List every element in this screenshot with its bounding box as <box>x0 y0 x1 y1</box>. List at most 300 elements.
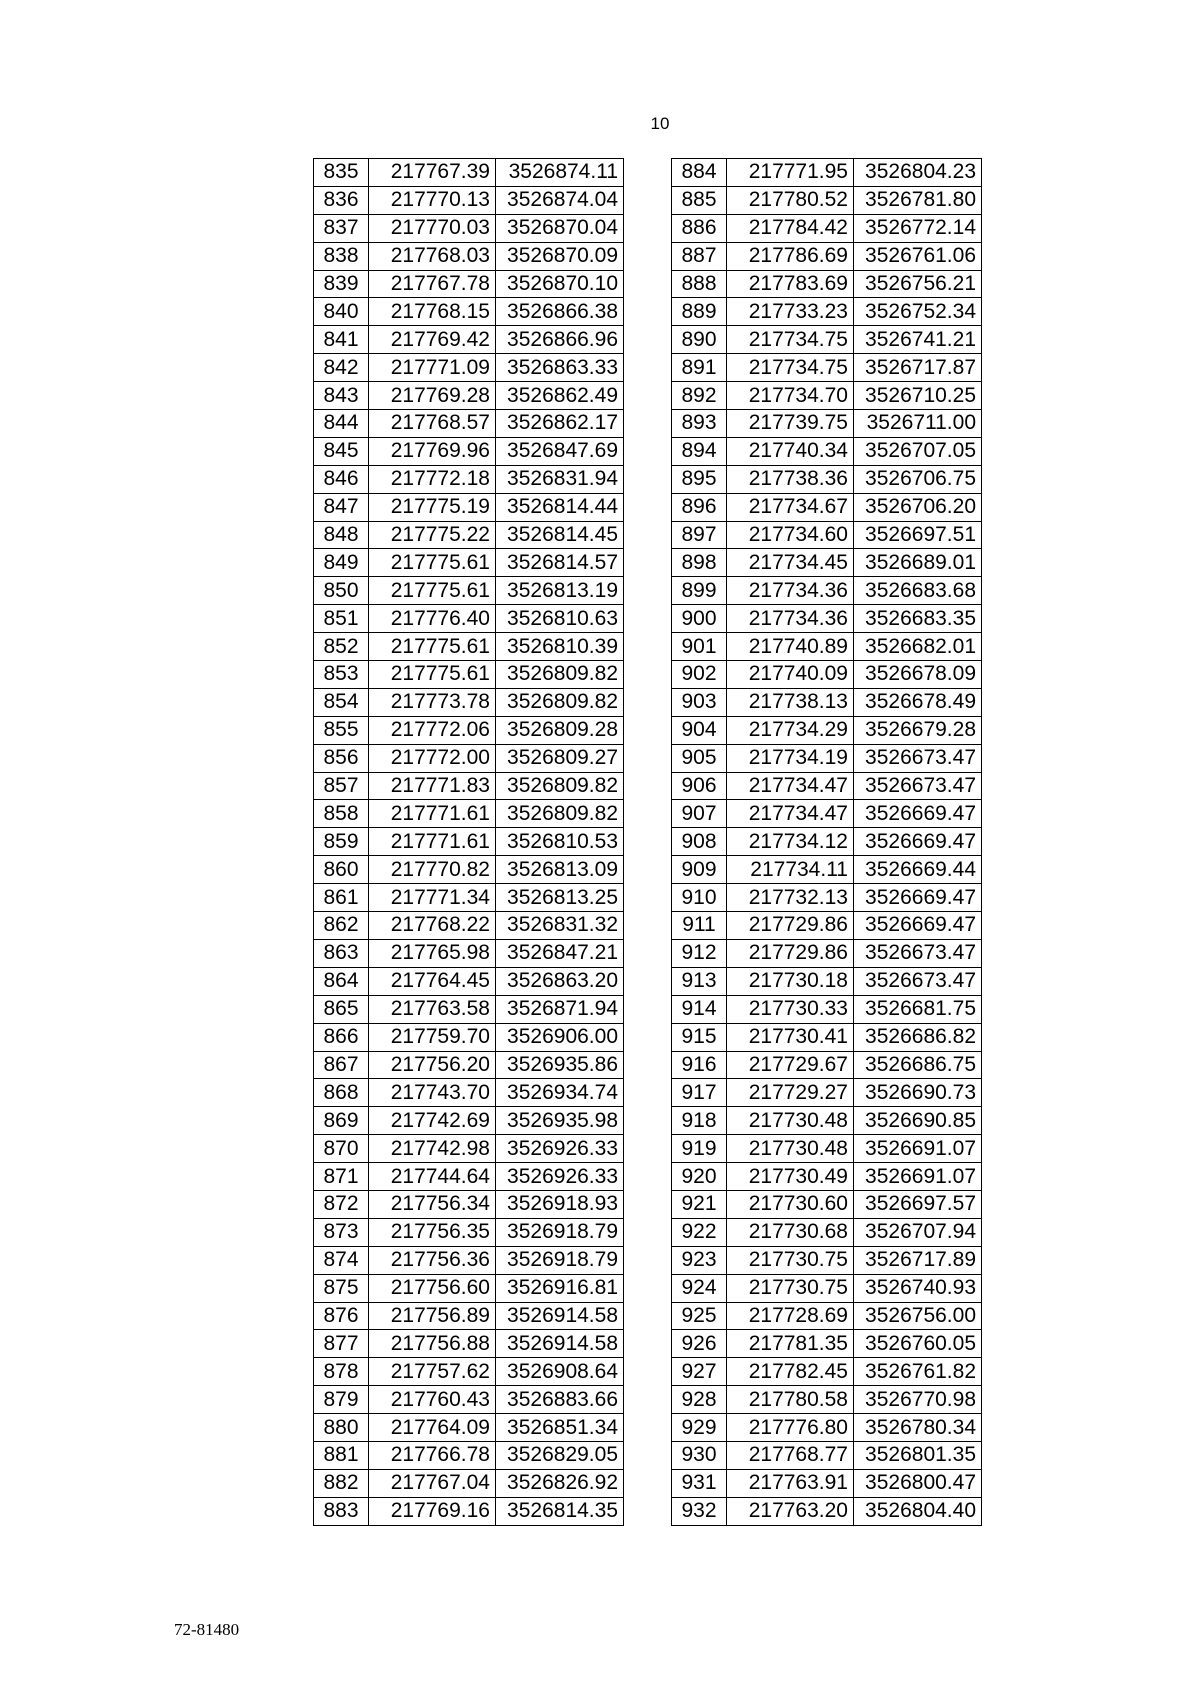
point-number-cell: 909 <box>672 856 727 884</box>
x-coordinate-cell: 217780.52 <box>727 186 854 214</box>
point-number-cell: 887 <box>672 242 727 270</box>
x-coordinate-cell: 217780.58 <box>727 1386 854 1414</box>
table-row <box>672 1469 982 1497</box>
table-row <box>672 688 982 716</box>
point-number-cell: 837 <box>314 214 369 242</box>
y-coordinate-cell: 3526686.75 <box>854 1051 982 1079</box>
coordinate-table-left <box>313 158 624 1526</box>
table-row <box>672 493 982 521</box>
x-coordinate-cell: 217763.91 <box>727 1469 854 1497</box>
x-coordinate-cell: 217776.40 <box>369 605 496 633</box>
table-row <box>672 410 982 438</box>
x-coordinate-cell: 217771.61 <box>369 828 496 856</box>
y-coordinate-cell: 3526752.34 <box>854 298 982 326</box>
table-row <box>314 1386 624 1414</box>
x-coordinate-cell: 217729.67 <box>727 1051 854 1079</box>
table-row <box>672 884 982 912</box>
x-coordinate-cell: 217769.28 <box>369 382 496 410</box>
y-coordinate-cell: 3526761.82 <box>854 1358 982 1386</box>
table-row <box>672 995 982 1023</box>
y-coordinate-cell: 3526829.05 <box>496 1441 624 1469</box>
x-coordinate-cell: 217775.61 <box>369 577 496 605</box>
point-number-cell: 916 <box>672 1051 727 1079</box>
y-coordinate-cell: 3526847.21 <box>496 939 624 967</box>
x-coordinate-cell: 217773.78 <box>369 688 496 716</box>
x-coordinate-cell: 217756.20 <box>369 1051 496 1079</box>
table-row <box>672 661 982 689</box>
table-row <box>672 1190 982 1218</box>
point-number-cell: 867 <box>314 1051 369 1079</box>
table-row <box>314 410 624 438</box>
y-coordinate-cell: 3526918.93 <box>496 1190 624 1218</box>
point-number-cell: 892 <box>672 382 727 410</box>
table-row <box>314 159 624 187</box>
y-coordinate-cell: 3526906.00 <box>496 1023 624 1051</box>
x-coordinate-cell: 217765.98 <box>369 939 496 967</box>
table-row <box>672 521 982 549</box>
point-number-cell: 898 <box>672 549 727 577</box>
x-coordinate-cell: 217730.18 <box>727 967 854 995</box>
x-coordinate-cell: 217766.78 <box>369 1441 496 1469</box>
table-row <box>314 772 624 800</box>
point-number-cell: 927 <box>672 1358 727 1386</box>
table-row <box>672 772 982 800</box>
y-coordinate-cell: 3526706.75 <box>854 465 982 493</box>
x-coordinate-cell: 217760.43 <box>369 1386 496 1414</box>
x-coordinate-cell: 217775.19 <box>369 493 496 521</box>
x-coordinate-cell: 217756.36 <box>369 1246 496 1274</box>
point-number-cell: 900 <box>672 605 727 633</box>
point-number-cell: 917 <box>672 1079 727 1107</box>
y-coordinate-cell: 3526871.94 <box>496 995 624 1023</box>
x-coordinate-cell: 217756.89 <box>369 1302 496 1330</box>
y-coordinate-cell: 3526711.00 <box>854 410 982 438</box>
point-number-cell: 882 <box>314 1469 369 1497</box>
point-number-cell: 855 <box>314 716 369 744</box>
y-coordinate-cell: 3526866.96 <box>496 326 624 354</box>
y-coordinate-cell: 3526814.44 <box>496 493 624 521</box>
x-coordinate-cell: 217734.47 <box>727 772 854 800</box>
point-number-cell: 865 <box>314 995 369 1023</box>
x-coordinate-cell: 217782.45 <box>727 1358 854 1386</box>
table-row <box>314 1441 624 1469</box>
point-number-cell: 849 <box>314 549 369 577</box>
y-coordinate-cell: 3526809.82 <box>496 661 624 689</box>
y-coordinate-cell: 3526814.35 <box>496 1497 624 1525</box>
point-number-cell: 861 <box>314 884 369 912</box>
x-coordinate-cell: 217767.39 <box>369 159 496 187</box>
x-coordinate-cell: 217734.19 <box>727 744 854 772</box>
point-number-cell: 914 <box>672 995 727 1023</box>
x-coordinate-cell: 217730.48 <box>727 1107 854 1135</box>
x-coordinate-cell: 217775.61 <box>369 661 496 689</box>
table-row <box>314 1274 624 1302</box>
point-number-cell: 930 <box>672 1441 727 1469</box>
point-number-cell: 922 <box>672 1218 727 1246</box>
point-number-cell: 929 <box>672 1414 727 1442</box>
y-coordinate-cell: 3526707.05 <box>854 437 982 465</box>
table-row <box>314 214 624 242</box>
point-number-cell: 859 <box>314 828 369 856</box>
x-coordinate-cell: 217734.45 <box>727 549 854 577</box>
y-coordinate-cell: 3526707.94 <box>854 1218 982 1246</box>
point-number-cell: 928 <box>672 1386 727 1414</box>
x-coordinate-cell: 217738.13 <box>727 688 854 716</box>
y-coordinate-cell: 3526874.11 <box>496 159 624 187</box>
point-number-cell: 863 <box>314 939 369 967</box>
point-number-cell: 862 <box>314 912 369 940</box>
y-coordinate-cell: 3526690.73 <box>854 1079 982 1107</box>
table-row <box>314 549 624 577</box>
table-row <box>314 493 624 521</box>
table-row <box>672 1441 982 1469</box>
point-number-cell: 872 <box>314 1190 369 1218</box>
x-coordinate-cell: 217734.11 <box>727 856 854 884</box>
table-row <box>314 577 624 605</box>
y-coordinate-cell: 3526686.82 <box>854 1023 982 1051</box>
y-coordinate-cell: 3526918.79 <box>496 1246 624 1274</box>
x-coordinate-cell: 217784.42 <box>727 214 854 242</box>
x-coordinate-cell: 217730.41 <box>727 1023 854 1051</box>
y-coordinate-cell: 3526669.47 <box>854 828 982 856</box>
table-row <box>672 437 982 465</box>
table-row <box>314 800 624 828</box>
table-row <box>314 884 624 912</box>
x-coordinate-cell: 217763.58 <box>369 995 496 1023</box>
point-number-cell: 905 <box>672 744 727 772</box>
table-row <box>314 912 624 940</box>
point-number-cell: 845 <box>314 437 369 465</box>
x-coordinate-cell: 217768.77 <box>727 1441 854 1469</box>
y-coordinate-cell: 3526826.92 <box>496 1469 624 1497</box>
y-coordinate-cell: 3526883.66 <box>496 1386 624 1414</box>
point-number-cell: 932 <box>672 1497 727 1525</box>
table-row <box>672 744 982 772</box>
x-coordinate-cell: 217734.12 <box>727 828 854 856</box>
point-number-cell: 906 <box>672 772 727 800</box>
point-number-cell: 853 <box>314 661 369 689</box>
point-number-cell: 866 <box>314 1023 369 1051</box>
x-coordinate-cell: 217733.23 <box>727 298 854 326</box>
point-number-cell: 880 <box>314 1414 369 1442</box>
table-row <box>314 967 624 995</box>
point-number-cell: 876 <box>314 1302 369 1330</box>
x-coordinate-cell: 217756.34 <box>369 1190 496 1218</box>
x-coordinate-cell: 217740.09 <box>727 661 854 689</box>
point-number-cell: 846 <box>314 465 369 493</box>
y-coordinate-cell: 3526681.75 <box>854 995 982 1023</box>
y-coordinate-cell: 3526813.25 <box>496 884 624 912</box>
point-number-cell: 919 <box>672 1135 727 1163</box>
table-row <box>314 1163 624 1191</box>
y-coordinate-cell: 3526810.39 <box>496 633 624 661</box>
table-row <box>672 1302 982 1330</box>
x-coordinate-cell: 217742.69 <box>369 1107 496 1135</box>
y-coordinate-cell: 3526874.04 <box>496 186 624 214</box>
x-coordinate-cell: 217771.34 <box>369 884 496 912</box>
table-row <box>314 1218 624 1246</box>
y-coordinate-cell: 3526831.32 <box>496 912 624 940</box>
table-row <box>314 270 624 298</box>
point-number-cell: 836 <box>314 186 369 214</box>
y-coordinate-cell: 3526669.47 <box>854 800 982 828</box>
x-coordinate-cell: 217756.35 <box>369 1218 496 1246</box>
x-coordinate-cell: 217734.29 <box>727 716 854 744</box>
table-row <box>672 326 982 354</box>
x-coordinate-cell: 217738.36 <box>727 465 854 493</box>
point-number-cell: 864 <box>314 967 369 995</box>
x-coordinate-cell: 217734.47 <box>727 800 854 828</box>
table-row <box>314 242 624 270</box>
x-coordinate-cell: 217776.80 <box>727 1414 854 1442</box>
x-coordinate-cell: 217734.36 <box>727 605 854 633</box>
y-coordinate-cell: 3526809.82 <box>496 772 624 800</box>
y-coordinate-cell: 3526863.20 <box>496 967 624 995</box>
table-row <box>314 465 624 493</box>
x-coordinate-cell: 217743.70 <box>369 1079 496 1107</box>
x-coordinate-cell: 217767.78 <box>369 270 496 298</box>
table-row <box>314 828 624 856</box>
point-number-cell: 842 <box>314 354 369 382</box>
table-row <box>314 1497 624 1525</box>
x-coordinate-cell: 217771.83 <box>369 772 496 800</box>
x-coordinate-cell: 217756.60 <box>369 1274 496 1302</box>
y-coordinate-cell: 3526756.00 <box>854 1302 982 1330</box>
point-number-cell: 838 <box>314 242 369 270</box>
y-coordinate-cell: 3526908.64 <box>496 1358 624 1386</box>
x-coordinate-cell: 217739.75 <box>727 410 854 438</box>
table-row <box>672 1330 982 1358</box>
x-coordinate-cell: 217775.61 <box>369 633 496 661</box>
point-number-cell: 924 <box>672 1274 727 1302</box>
x-coordinate-cell: 217772.00 <box>369 744 496 772</box>
table-row <box>672 1358 982 1386</box>
y-coordinate-cell: 3526804.40 <box>854 1497 982 1525</box>
y-coordinate-cell: 3526741.21 <box>854 326 982 354</box>
point-number-cell: 915 <box>672 1023 727 1051</box>
x-coordinate-cell: 217744.64 <box>369 1163 496 1191</box>
y-coordinate-cell: 3526697.51 <box>854 521 982 549</box>
table-row <box>314 1469 624 1497</box>
point-number-cell: 888 <box>672 270 727 298</box>
y-coordinate-cell: 3526809.82 <box>496 800 624 828</box>
table-row <box>314 437 624 465</box>
x-coordinate-cell: 217770.13 <box>369 186 496 214</box>
y-coordinate-cell: 3526863.33 <box>496 354 624 382</box>
x-coordinate-cell: 217730.33 <box>727 995 854 1023</box>
point-number-cell: 869 <box>314 1107 369 1135</box>
x-coordinate-cell: 217772.18 <box>369 465 496 493</box>
x-coordinate-cell: 217770.82 <box>369 856 496 884</box>
table-row <box>314 633 624 661</box>
x-coordinate-cell: 217730.60 <box>727 1190 854 1218</box>
point-number-cell: 911 <box>672 912 727 940</box>
x-coordinate-cell: 217734.75 <box>727 354 854 382</box>
point-number-cell: 895 <box>672 465 727 493</box>
point-number-cell: 835 <box>314 159 369 187</box>
table-row <box>672 298 982 326</box>
point-number-cell: 852 <box>314 633 369 661</box>
y-coordinate-cell: 3526809.28 <box>496 716 624 744</box>
point-number-cell: 913 <box>672 967 727 995</box>
point-number-cell: 877 <box>314 1330 369 1358</box>
point-number-cell: 885 <box>672 186 727 214</box>
x-coordinate-cell: 217730.68 <box>727 1218 854 1246</box>
y-coordinate-cell: 3526814.45 <box>496 521 624 549</box>
x-coordinate-cell: 217771.09 <box>369 354 496 382</box>
y-coordinate-cell: 3526916.81 <box>496 1274 624 1302</box>
x-coordinate-cell: 217763.20 <box>727 1497 854 1525</box>
point-number-cell: 839 <box>314 270 369 298</box>
y-coordinate-cell: 3526935.86 <box>496 1051 624 1079</box>
table-row <box>672 270 982 298</box>
point-number-cell: 844 <box>314 410 369 438</box>
table-row <box>672 633 982 661</box>
x-coordinate-cell: 217775.61 <box>369 549 496 577</box>
point-number-cell: 889 <box>672 298 727 326</box>
y-coordinate-cell: 3526781.80 <box>854 186 982 214</box>
point-number-cell: 912 <box>672 939 727 967</box>
x-coordinate-cell: 217756.88 <box>369 1330 496 1358</box>
point-number-cell: 899 <box>672 577 727 605</box>
table-row <box>314 1358 624 1386</box>
point-number-cell: 921 <box>672 1190 727 1218</box>
y-coordinate-cell: 3526717.87 <box>854 354 982 382</box>
y-coordinate-cell: 3526810.53 <box>496 828 624 856</box>
point-number-cell: 874 <box>314 1246 369 1274</box>
table-row <box>672 214 982 242</box>
point-number-cell: 908 <box>672 828 727 856</box>
table-row <box>672 939 982 967</box>
x-coordinate-cell: 217734.60 <box>727 521 854 549</box>
point-number-cell: 878 <box>314 1358 369 1386</box>
y-coordinate-cell: 3526866.38 <box>496 298 624 326</box>
point-number-cell: 907 <box>672 800 727 828</box>
y-coordinate-cell: 3526814.57 <box>496 549 624 577</box>
table-row <box>314 995 624 1023</box>
y-coordinate-cell: 3526697.57 <box>854 1190 982 1218</box>
y-coordinate-cell: 3526717.89 <box>854 1246 982 1274</box>
y-coordinate-cell: 3526679.28 <box>854 716 982 744</box>
point-number-cell: 840 <box>314 298 369 326</box>
y-coordinate-cell: 3526926.33 <box>496 1135 624 1163</box>
y-coordinate-cell: 3526813.09 <box>496 856 624 884</box>
y-coordinate-cell: 3526813.19 <box>496 577 624 605</box>
page-number: 10 <box>650 114 670 133</box>
x-coordinate-cell: 217768.57 <box>369 410 496 438</box>
point-number-cell: 894 <box>672 437 727 465</box>
y-coordinate-cell: 3526772.14 <box>854 214 982 242</box>
x-coordinate-cell: 217764.45 <box>369 967 496 995</box>
x-coordinate-cell: 217764.09 <box>369 1414 496 1442</box>
point-number-cell: 860 <box>314 856 369 884</box>
table-row <box>672 1414 982 1442</box>
y-coordinate-cell: 3526673.47 <box>854 772 982 800</box>
table-row <box>672 186 982 214</box>
y-coordinate-cell: 3526706.20 <box>854 493 982 521</box>
point-number-cell: 896 <box>672 493 727 521</box>
y-coordinate-cell: 3526914.58 <box>496 1302 624 1330</box>
y-coordinate-cell: 3526690.85 <box>854 1107 982 1135</box>
y-coordinate-cell: 3526870.04 <box>496 214 624 242</box>
x-coordinate-cell: 217781.35 <box>727 1330 854 1358</box>
y-coordinate-cell: 3526831.94 <box>496 465 624 493</box>
y-coordinate-cell: 3526851.34 <box>496 1414 624 1442</box>
x-coordinate-cell: 217783.69 <box>727 270 854 298</box>
x-coordinate-cell: 217772.06 <box>369 716 496 744</box>
y-coordinate-cell: 3526683.35 <box>854 605 982 633</box>
table-row <box>672 1107 982 1135</box>
x-coordinate-cell: 217740.89 <box>727 633 854 661</box>
point-number-cell: 881 <box>314 1441 369 1469</box>
x-coordinate-cell: 217769.42 <box>369 326 496 354</box>
x-coordinate-cell: 217767.04 <box>369 1469 496 1497</box>
point-number-cell: 918 <box>672 1107 727 1135</box>
x-coordinate-cell: 217768.22 <box>369 912 496 940</box>
y-coordinate-cell: 3526800.47 <box>854 1469 982 1497</box>
y-coordinate-cell: 3526862.17 <box>496 410 624 438</box>
x-coordinate-cell: 217734.75 <box>727 326 854 354</box>
y-coordinate-cell: 3526934.74 <box>496 1079 624 1107</box>
y-coordinate-cell: 3526847.69 <box>496 437 624 465</box>
point-number-cell: 871 <box>314 1163 369 1191</box>
y-coordinate-cell: 3526682.01 <box>854 633 982 661</box>
y-coordinate-cell: 3526710.25 <box>854 382 982 410</box>
y-coordinate-cell: 3526870.10 <box>496 270 624 298</box>
point-number-cell: 850 <box>314 577 369 605</box>
table-row <box>672 465 982 493</box>
point-number-cell: 931 <box>672 1469 727 1497</box>
table-row <box>314 605 624 633</box>
table-row <box>314 186 624 214</box>
y-coordinate-cell: 3526804.23 <box>854 159 982 187</box>
table-row <box>672 1163 982 1191</box>
x-coordinate-cell: 217769.96 <box>369 437 496 465</box>
x-coordinate-cell: 217769.16 <box>369 1497 496 1525</box>
table-row <box>314 1190 624 1218</box>
table-row <box>314 1330 624 1358</box>
y-coordinate-cell: 3526761.06 <box>854 242 982 270</box>
x-coordinate-cell: 217740.34 <box>727 437 854 465</box>
table-row <box>672 577 982 605</box>
x-coordinate-cell: 217768.15 <box>369 298 496 326</box>
table-row <box>672 549 982 577</box>
coordinate-table-right <box>671 158 982 1526</box>
y-coordinate-cell: 3526669.47 <box>854 884 982 912</box>
x-coordinate-cell: 217728.69 <box>727 1302 854 1330</box>
x-coordinate-cell: 217734.36 <box>727 577 854 605</box>
point-number-cell: 873 <box>314 1218 369 1246</box>
table-row <box>314 521 624 549</box>
table-row <box>672 856 982 884</box>
y-coordinate-cell: 3526935.98 <box>496 1107 624 1135</box>
x-coordinate-cell: 217770.03 <box>369 214 496 242</box>
x-coordinate-cell: 217730.75 <box>727 1246 854 1274</box>
table-row <box>672 354 982 382</box>
table-row <box>314 1302 624 1330</box>
point-number-cell: 847 <box>314 493 369 521</box>
table-row <box>314 1023 624 1051</box>
table-row <box>314 382 624 410</box>
table-row <box>314 939 624 967</box>
table-row <box>314 298 624 326</box>
point-number-cell: 841 <box>314 326 369 354</box>
y-coordinate-cell: 3526809.27 <box>496 744 624 772</box>
x-coordinate-cell: 217757.62 <box>369 1358 496 1386</box>
table-row <box>672 1218 982 1246</box>
table-row <box>672 1051 982 1079</box>
point-number-cell: 890 <box>672 326 727 354</box>
